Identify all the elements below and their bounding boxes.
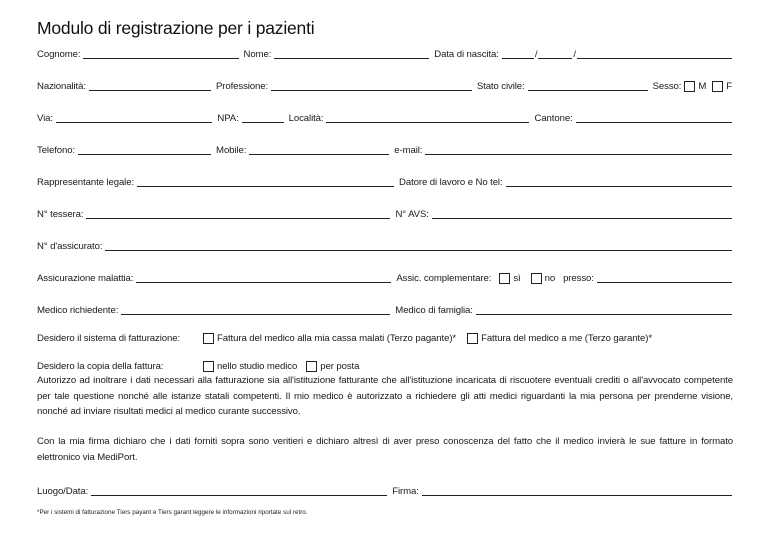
mobile-field[interactable] (249, 144, 389, 155)
row-doctors (37, 302, 732, 316)
firma-label: Firma: (392, 486, 419, 497)
cognome-label: Cognome: (37, 49, 81, 60)
rappresentante-label: Rappresentante legale: (37, 177, 135, 188)
assicurazione-field[interactable] (136, 272, 391, 283)
assicurato-field[interactable] (105, 240, 732, 251)
stato-civile-label: Stato civile: (476, 81, 525, 92)
sesso-label: Sesso: (652, 81, 682, 92)
email-label: e-mail: (394, 145, 423, 156)
birth-month-field[interactable] (538, 48, 572, 59)
cantone-label: Cantone: (534, 113, 573, 124)
row-legal (37, 174, 732, 188)
birth-year-field[interactable] (577, 48, 732, 59)
datore-label: Datore di lavoro e No tel: (399, 177, 503, 188)
authorization-paragraph: Autorizzo ad inoltrare i dati necessari alla fatturazione sia all'istituzione fatturante che all'istituzione incaricata di riscuotere eventuali crediti o all'avvocato competente per tale questione nonché alle istanze statali competenti. Il mio medico è autorizzato a richiedere gli atti medici riguardanti la mia persona per prenderne visione, nonché ad inviare risultati medici al medico curante successivo. (37, 375, 733, 417)
cognome-field[interactable] (83, 48, 238, 59)
assic-no-label: no (544, 273, 556, 284)
medico-famiglia-field[interactable] (476, 304, 732, 315)
npa-field[interactable] (242, 112, 284, 123)
fatt-terzo-pagante-checkbox[interactable] (203, 333, 214, 344)
avs-field[interactable] (432, 208, 732, 219)
nome-label: Nome: (243, 49, 272, 60)
fatt-terzo-garante-label: Fattura del medico a me (Terzo garante)* (481, 333, 652, 344)
assicurato-label: N° d'assicurato: (37, 241, 103, 252)
sesso-f-label: F (726, 81, 732, 92)
assic-si-label: sì (513, 273, 521, 284)
form-title: Modulo di registrazione per i pazienti (37, 18, 315, 38)
nazionalita-field[interactable] (89, 80, 211, 91)
sesso-f-checkbox[interactable] (712, 81, 723, 92)
email-field[interactable] (425, 144, 732, 155)
cantone-field[interactable] (576, 112, 732, 123)
footnote: *Per i sistemi di fatturazione Tiers payant e Tiers garant leggere le informazioni riportate sul retro. (37, 509, 308, 516)
row-tessera (37, 206, 732, 220)
avs-label: N° AVS: (395, 209, 429, 220)
assic-compl-label: Assic. complementare: (396, 273, 492, 284)
assic-si-checkbox[interactable] (499, 273, 510, 284)
copia-studio-label: nello studio medico (217, 361, 298, 372)
copia-studio-checkbox[interactable] (203, 361, 214, 372)
firma-field[interactable] (422, 485, 732, 496)
assic-no-checkbox[interactable] (531, 273, 542, 284)
row-insurance (37, 270, 732, 284)
sesso-m-label: M (698, 81, 707, 92)
stato-civile-field[interactable] (528, 80, 648, 91)
row-name (37, 46, 732, 60)
tessera-label: N° tessera: (37, 209, 84, 220)
medico-famiglia-label: Medico di famiglia: (395, 305, 473, 316)
presso-label: presso: (563, 273, 594, 284)
presso-field[interactable] (597, 272, 732, 283)
nome-field[interactable] (274, 48, 429, 59)
luogo-data-field[interactable] (91, 485, 387, 496)
medico-richiedente-label: Medico richiedente: (37, 305, 119, 316)
row-signature (37, 483, 732, 497)
mobile-label: Mobile: (216, 145, 247, 156)
row-billing (37, 330, 732, 344)
copia-posta-label: per posta (320, 361, 360, 372)
medico-richiedente-field[interactable] (121, 304, 390, 315)
date-separator: / (573, 49, 576, 60)
row-contacts (37, 142, 732, 156)
via-field[interactable] (56, 112, 212, 123)
rappresentante-field[interactable] (137, 176, 394, 187)
fatturazione-label: Desidero il sistema di fatturazione: (37, 333, 181, 344)
via-label: Via: (37, 113, 53, 124)
row-copy (37, 358, 732, 372)
sesso-m-checkbox[interactable] (684, 81, 695, 92)
copia-posta-checkbox[interactable] (306, 361, 317, 372)
telefono-label: Telefono: (37, 145, 76, 156)
localita-label: Località: (288, 113, 324, 124)
tessera-field[interactable] (86, 208, 390, 219)
fatt-terzo-pagante-label: Fattura del medico alla mia cassa malati (Terzo pagante)* (217, 333, 457, 344)
date-separator: / (534, 49, 538, 60)
assicurazione-label: Assicurazione malattia: (37, 273, 134, 284)
copia-label: Desidero la copia della fattura: (37, 361, 164, 372)
birth-day-field[interactable] (502, 48, 534, 59)
professione-label: Professione: (215, 81, 269, 92)
data-nascita-label: Data di nascita: (434, 49, 499, 60)
declaration-paragraph: Con la mia firma dichiaro che i dati forniti sopra sono veritieri e dichiaro altresì di aver preso conoscenza del fatto che il medico invierà le sue fatture in formato elettronico via MediPort. (37, 436, 733, 463)
row-nationality (37, 78, 732, 92)
localita-field[interactable] (326, 112, 529, 123)
row-address (37, 110, 732, 124)
fatt-terzo-garante-checkbox[interactable] (467, 333, 478, 344)
datore-field[interactable] (506, 176, 732, 187)
professione-field[interactable] (271, 80, 472, 91)
luogo-data-label: Luogo/Data: (37, 486, 89, 497)
row-assicurato (37, 238, 732, 252)
nazionalita-label: Nazionalità: (37, 81, 86, 92)
telefono-field[interactable] (78, 144, 211, 155)
npa-label: NPA: (217, 113, 239, 124)
